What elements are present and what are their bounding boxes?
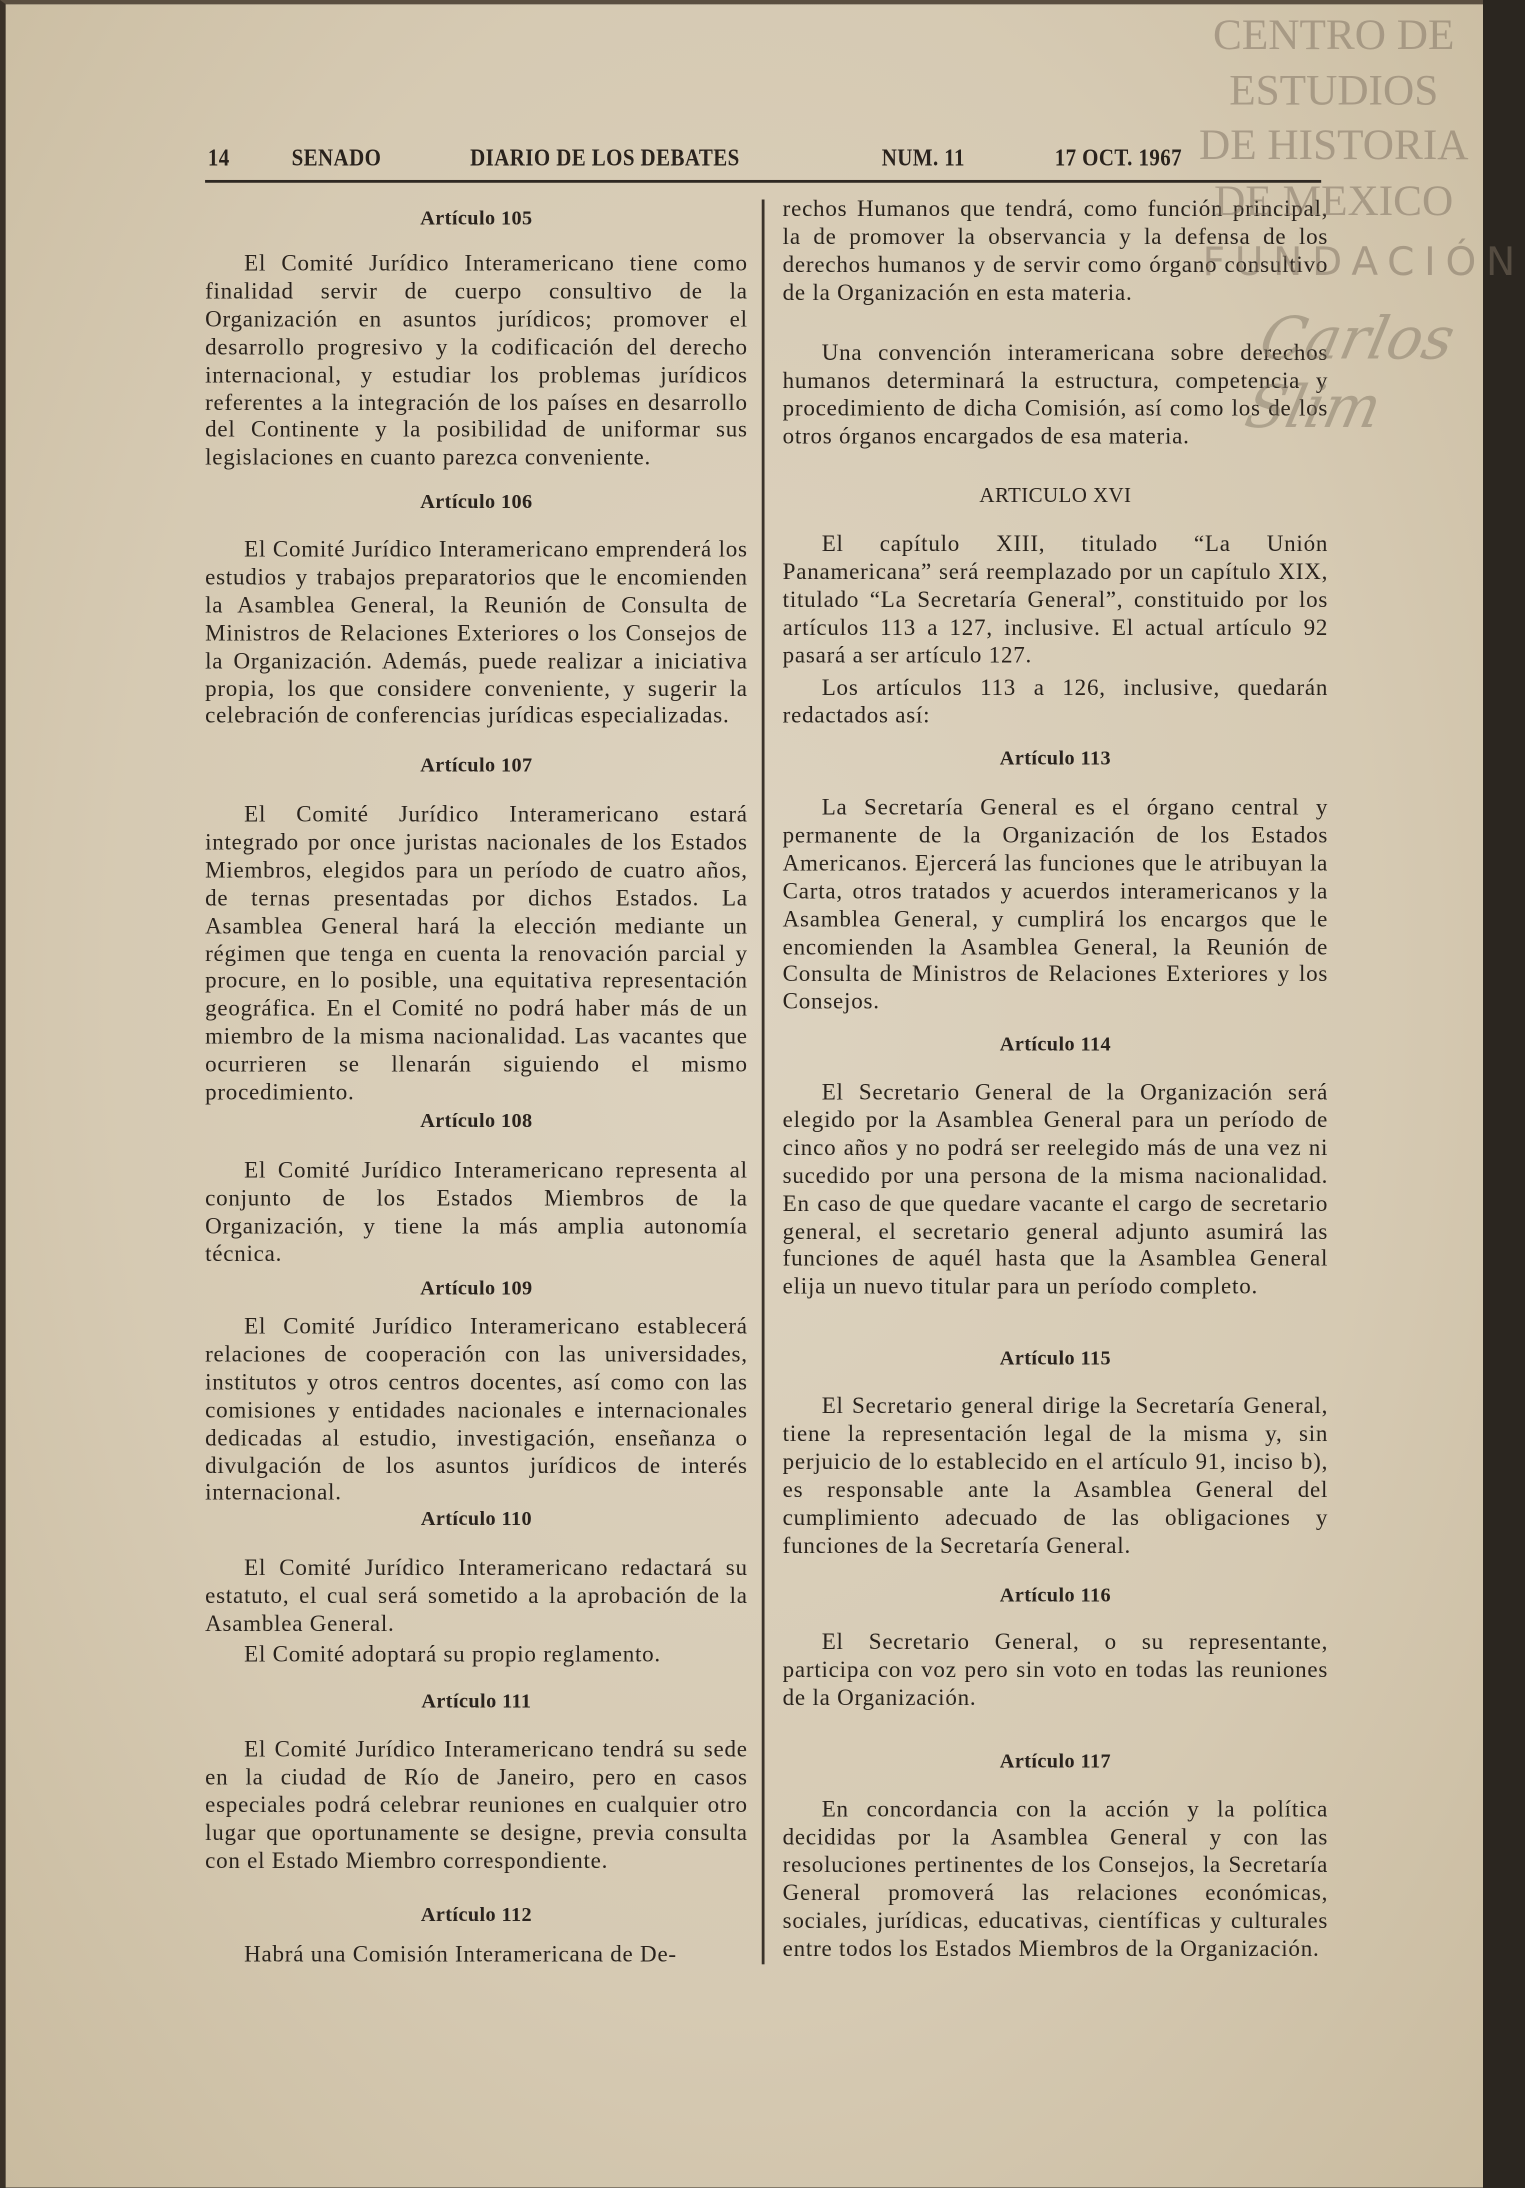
article-heading: Artículo 115 xyxy=(999,1347,1112,1370)
article-paragraph: El Comité Jurídico Interamericano emprenderá los estudios y trabajos preparatorios que le encomienden la Asamblea General, la Reunión de Consulta de Ministros de Relaciones Exteriores o los Consejos de la Organización. Además, puede realizar a iniciativa propia, los que considere conveniente, y sugerir la celebración de conferencias jurídicas especializadas. xyxy=(205,535,748,729)
article-heading: Artículo 112 xyxy=(420,1904,533,1927)
article-heading: Artículo 114 xyxy=(999,1033,1112,1057)
article-paragraph: El Secretario General de la Organización será elegido por la Asamblea General para un período de cinco años y no podrá ser reelegido más de una vez ni sucedido por una persona de la misma nacionalidad. En caso de que quedare vacante el cargo de secretario general, el secretario general adjunto asumirá las funciones de aquél hasta que la Asamblea General elija un nuevo titular para un período completo. xyxy=(782,1078,1329,1300)
watermark-line: DE MEXICO xyxy=(1214,175,1454,225)
publication-title: DIARIO DE LOS DEBATES xyxy=(470,146,740,172)
watermark-line: CENTRO DE xyxy=(1212,9,1455,59)
article-paragraph: La Secretaría General es el órgano central y permanente de la Organización de los Estados Americanos. Ejercerá las funciones que le atribuyan la Carta, otros tratados y acuerdos interamericanos y la Asamblea General, y cumplirá los encargos que le encomienden la Asamblea General, la Reunión de Consulta de Ministros de Relaciones Exteriores y los Consejos. xyxy=(782,793,1329,1015)
watermark-foundation: FUNDACIÓN xyxy=(1202,238,1525,285)
article-heading: Artículo 109 xyxy=(420,1277,533,1301)
header-rule xyxy=(205,180,1321,183)
page-number: 14 xyxy=(207,146,230,172)
issue-date: 17 OCT. 1967 xyxy=(1054,146,1183,172)
article-heading: Artículo 106 xyxy=(420,491,533,514)
article-paragraph: El Comité Jurídico Interamericano establecerá relaciones de cooperación con las universidades, institutos y otros centros docentes, así como con las comisiones y entidades nacionales e internacionales dedicadas al estudio, investigación, enseñanza o divulgación de los asuntos jurídicos de interés internacional. xyxy=(205,1312,748,1506)
article-heading: Artículo 108 xyxy=(420,1110,533,1133)
article-heading: Artículo 105 xyxy=(420,207,533,231)
article-paragraph: El Comité Jurídico Interamericano estará integrado por once juristas nacionales de los Estados Miembros, elegidos para un período de cuatro años, de ternas presentadas por dichos Estados. La Asamblea General hará la elección mediante un régimen que tenga en cuenta la renovación parcial y procure, en lo posible, una equitativa representación geográfica. En el Comité no podrá haber más de un miembro de la misma nacionalidad. Las vacantes que ocurrieren se llenarán siguiendo el mismo procedimiento. xyxy=(205,800,748,1106)
watermark-signature: Carlos Slim xyxy=(1239,304,1461,441)
article-paragraph: El Comité Jurídico Interamericano tendrá su sede en la ciudad de Río de Janeiro, pero en casos especiales podrá celebrar reuniones en cualquier otro lugar que oportunamente se designe, previa consulta con el Estado Miembro correspondiente. xyxy=(205,1735,748,1874)
article-paragraph: rechos Humanos que tendrá, como función principal, la de promover la observancia y la defensa de los derechos humanos y de servir como órgano consultivo de la Organización en esta materia. xyxy=(782,195,1329,306)
article-heading: Artículo 111 xyxy=(421,1690,532,1714)
section-name: SENADO xyxy=(291,146,382,172)
article-heading: Artículo 117 xyxy=(999,1750,1112,1774)
issue-number: NUM. 11 xyxy=(881,146,965,172)
article-paragraph: El Secretario general dirige la Secretaría General, tiene la representación legal de la misma y, sin perjuicio de lo establecido en el artículo 91, inciso b), es responsable ante la Asamblea General del cumplimiento adecuado de las obligaciones y funciones de la Secretaría General. xyxy=(782,1392,1329,1558)
article-paragraph: El Comité Jurídico Interamericano representa al conjunto de los Estados Miembros de la Organización, y tiene la más amplia autonomía técnica. xyxy=(205,1156,748,1267)
article-paragraph: Una convención interamericana sobre derechos humanos determinará la estructura, competencia y procedimiento de dicha Comisión, así como los de los otros órganos encargados de esa materia. xyxy=(782,339,1329,449)
article-heading: Artículo 110 xyxy=(420,1508,533,1531)
article-paragraph: El Secretario General, o su representante, participa con voz pero sin voto en todas las reuniones de la Organización. xyxy=(782,1628,1329,1711)
article-heading: Artículo 107 xyxy=(420,754,533,778)
article-paragraph: Habrá una Comisión Interamericana de De- xyxy=(244,1940,677,1968)
chapter-heading: ARTICULO XVI xyxy=(979,485,1132,508)
article-paragraph: El Comité Jurídico Interamericano redactará su estatuto, el cual será sometido a la aprobación de la Asamblea General. xyxy=(205,1554,748,1637)
watermark-line: ESTUDIOS xyxy=(1229,65,1439,115)
article-paragraph: El capítulo XIII, titulado “La Unión Panamericana” será reemplazado por un capítulo XIX, titulado “La Secretaría General”, constituido por los artículos 113 a 127, inclusive. El actual artículo 92 pasará a ser artículo 127. xyxy=(782,530,1329,668)
article-heading: Artículo 113 xyxy=(999,747,1112,771)
watermark-line: DE HISTORIA xyxy=(1198,119,1469,169)
article-paragraph: El Comité Jurídico Interamericano tiene como finalidad servir de cuerpo consultivo de la Organización en asuntos jurídicos; promover el desarrollo progresivo y la codificación del derecho internacional, y estudiar los problemas jurídicos referentes a la integración de los países en desarrollo del Continente y la posibilidad de uniformar sus legislaciones en cuanto parezca conveniente. xyxy=(205,249,748,471)
article-paragraph: El Comité adoptará su propio reglamento. xyxy=(244,1640,661,1668)
column-divider xyxy=(762,200,764,1965)
article-paragraph: En concordancia con la acción y la política decididas por la Asamblea General y con las resoluciones pertinentes de los Consejos, la Secretaría General promoverá las relaciones económicas, sociales, jurídicas, educativas, científicas y culturales entre todos los Estados Miembros de la Organización. xyxy=(782,1795,1329,1961)
article-heading: Artículo 116 xyxy=(999,1584,1112,1608)
article-paragraph: Los artículos 113 a 126, inclusive, quedarán redactados así: xyxy=(782,673,1329,729)
